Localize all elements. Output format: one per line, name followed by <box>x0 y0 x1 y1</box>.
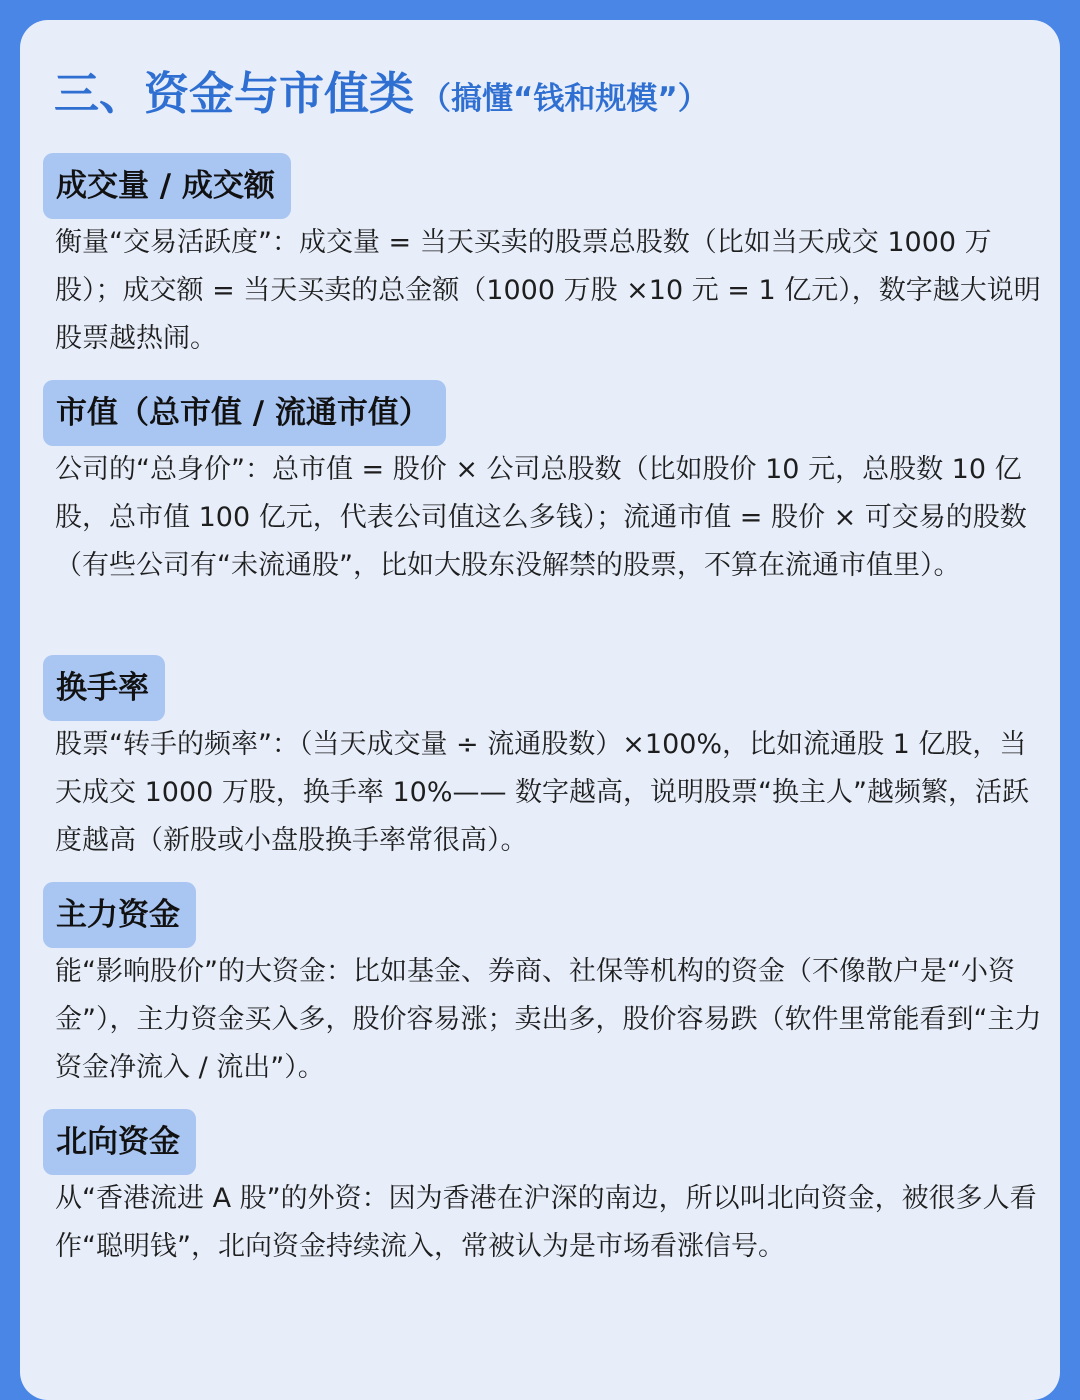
section-heading: 市值（总市值 / 流通市值） <box>43 380 446 446</box>
section-body: 公司的“总身价”：总市值 = 股价 × 公司总股数（比如股价 10 元，总股数 10 亿股，总市值 100 亿元，代表公司值这么多钱）；流通市值 = 股价 × 可交易的股数（有些公司有“未流通股”，比如大股东没解禁的股票，不算在流通市值里）。 <box>55 454 1027 581</box>
section-body: 从“香港流进 A 股”的外资：因为香港在沪深的南边，所以叫北向资金，被很多人看作“聪明钱”，北向资金持续流入，常被认为是市场看涨信号。 <box>55 1183 1037 1262</box>
section-body: 衡量“交易活跃度”：成交量 = 当天买卖的股票总股数（比如当天成交 1000 万股）；成交额 = 当天买卖的总金额（1000 万股 ×10 元 = 1 亿元），数字越大说明股票越热闹。 <box>55 227 1041 354</box>
section-heading: 北向资金 <box>43 1109 196 1175</box>
page-title <box>54 62 709 131</box>
section-heading: 主力资金 <box>43 882 196 948</box>
section-trading-volume <box>43 153 1043 363</box>
section-heading: 成交量 / 成交额 <box>43 153 291 219</box>
section-body: 能“影响股价”的大资金：比如基金、券商、社保等机构的资金（不像散户是“小资金”），主力资金买入多，股价容易涨；卖出多，股价容易跌（软件里常能看到“主力资金净流入 / 流出”）。 <box>55 956 1042 1083</box>
section-main-funds <box>43 882 1043 1092</box>
page-title-subtitle: （搞懂“钱和规模”） <box>420 81 709 117</box>
section-northbound-funds <box>43 1109 1043 1271</box>
page-title-main: 三、资金与市值类 <box>54 67 415 120</box>
section-heading: 换手率 <box>43 655 165 721</box>
section-market-value <box>43 380 1043 590</box>
section-turnover-rate <box>43 655 1043 865</box>
section-body: 股票“转手的频率”：（当天成交量 ÷ 流通股数）×100%，比如流通股 1 亿股，当天成交 1000 万股，换手率 10%—— 数字越高，说明股票“换主人”越频繁，活跃度越高（新股或小盘股换手率常很高）。 <box>55 729 1030 856</box>
